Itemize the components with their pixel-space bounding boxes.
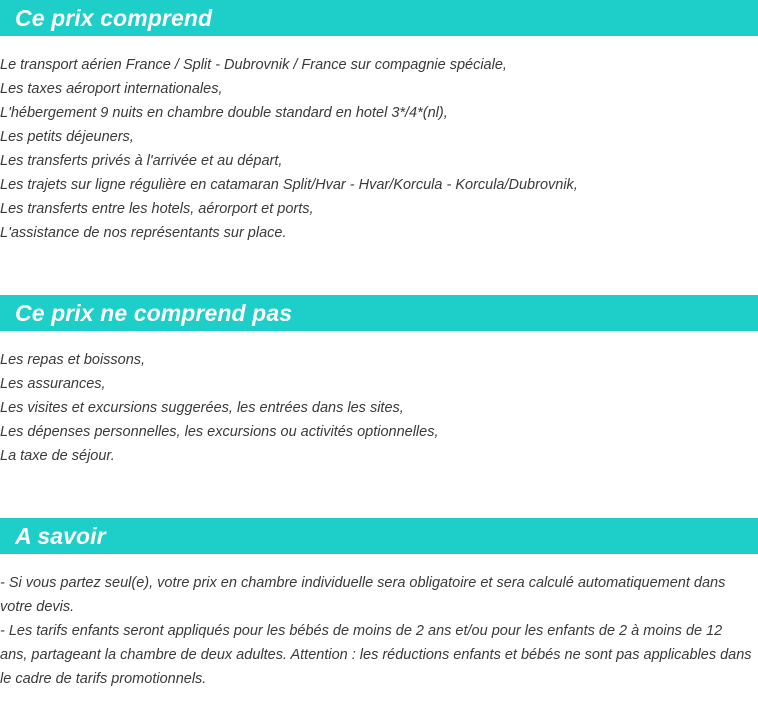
not-included-item: Les repas et boissons, [0, 352, 146, 368]
included-section [0, 0, 758, 245]
included-item: L'hébergement 9 nuits en chambre double standard en hotel 3*/4*(nl), [0, 105, 448, 121]
included-item: Les transferts privés à l'arrivée et au départ, [0, 153, 283, 169]
to-know-header [0, 518, 758, 554]
included-item: Les trajets sur ligne régulière en catamaran Split/Hvar - Hvar/Korcula - Korcula/Dubrovnik, [0, 177, 578, 193]
not-included-header [0, 295, 758, 331]
included-item: Les taxes aéroport internationales, [0, 81, 223, 97]
not-included-section [0, 295, 758, 468]
not-included-item: Les visites et excursions suggerées, les entrées dans les sites, [0, 400, 404, 416]
included-title: Ce prix comprend [15, 4, 213, 31]
to-know-title: A savoir [15, 522, 106, 549]
not-included-item: La taxe de séjour. [0, 448, 115, 464]
to-know-paragraph: - Les tarifs enfants seront appliqués pour les bébés de moins de 2 ans et/ou pour les enfants de 2 à moins de 12 ans, partageant la chambre de deux adultes. Attention : les réductions enfants et bébés ne sont pas applicables dans le cadre de tarifs promotionnels. [0, 623, 752, 687]
included-item: Le transport aérien France / Split - Dubrovnik / France sur compagnie spéciale, [0, 57, 507, 73]
included-list [0, 53, 758, 245]
to-know-section [0, 518, 758, 691]
included-item: Les petits déjeuners, [0, 129, 134, 145]
included-item: Les transferts entre les hotels, aérorport et ports, [0, 201, 314, 217]
to-know-paragraphs [0, 571, 758, 691]
not-included-item: Les assurances, [0, 376, 106, 392]
not-included-title: Ce prix ne comprend pas [15, 299, 293, 326]
not-included-item: Les dépenses personnelles, les excursions ou activités optionnelles, [0, 424, 439, 440]
included-header [0, 0, 758, 36]
included-item: L'assistance de nos représentants sur place. [0, 225, 287, 241]
not-included-list [0, 348, 758, 468]
to-know-paragraph: - Si vous partez seul(e), votre prix en chambre individuelle sera obligatoire et sera calculé automatiquement dans votre devis. [0, 575, 726, 615]
